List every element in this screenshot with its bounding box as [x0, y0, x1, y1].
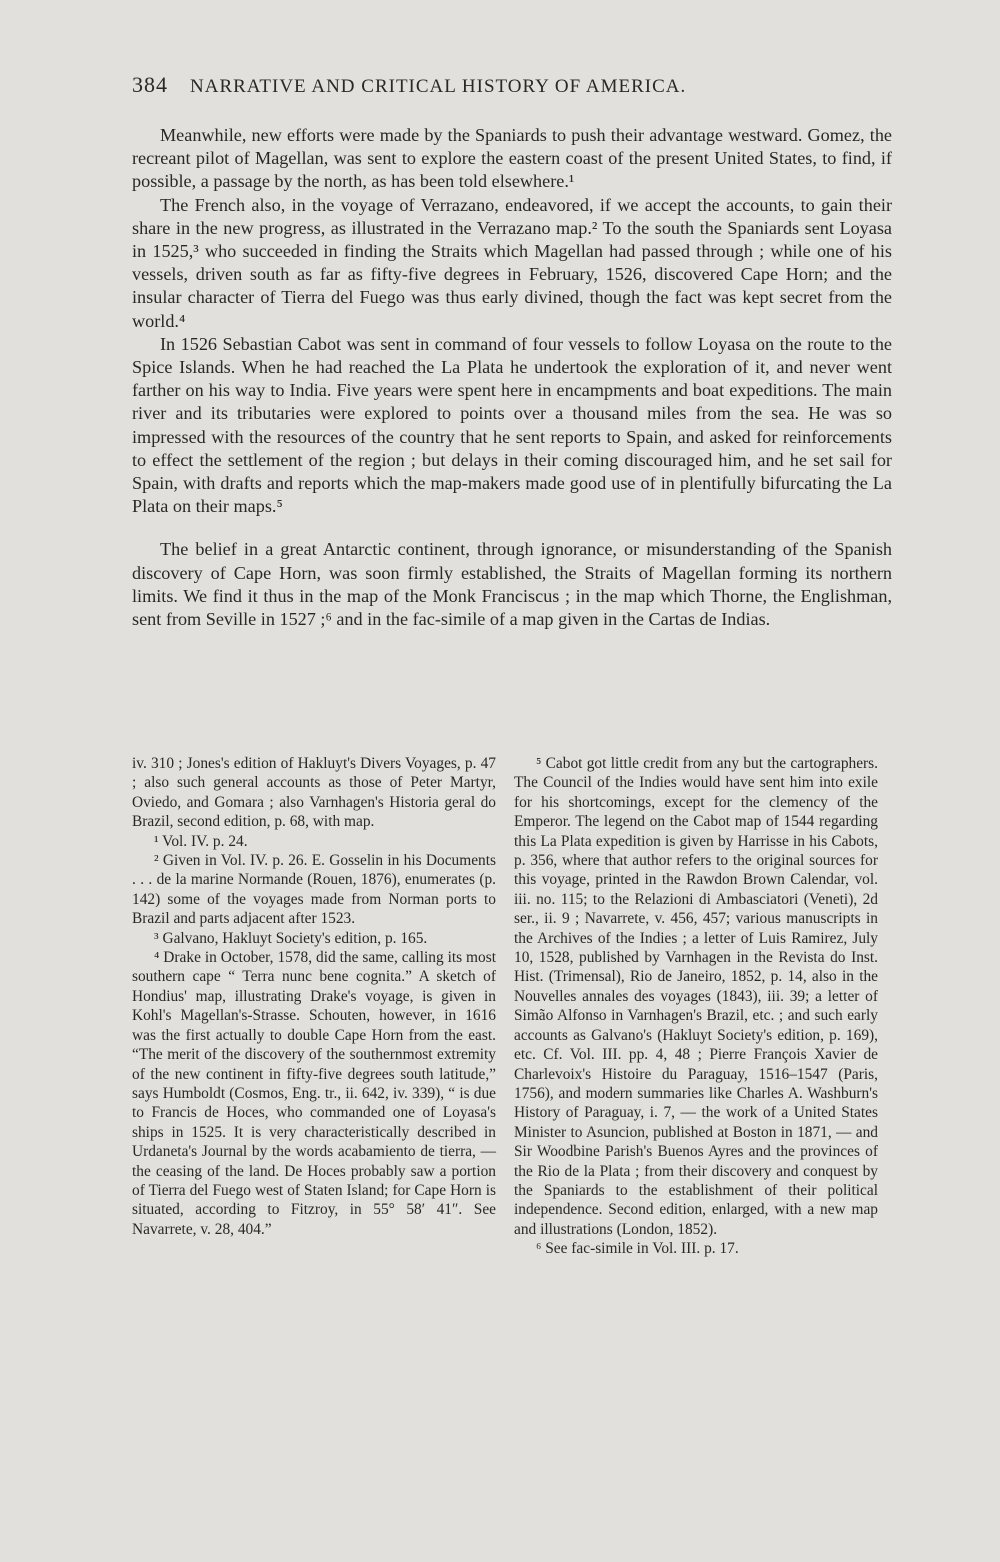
footnote-2: ² Given in Vol. IV. p. 26. E. Gosselin in his Documents . . . de la marine Normande (Rouen, 1876), enumerates (p. 142) some of the voyages made from Norman ports to Brazil and parts adjacent after 1523.	[132, 852, 496, 928]
footnote-1: ¹ Vol. IV. p. 24.	[154, 832, 248, 850]
footnotes-left-column	[132, 754, 496, 1239]
paragraph-1: Meanwhile, new efforts were made by the Spaniards to push their advantage westward. Gomez, the recreant pilot of Magellan, was sent to explore the eastern coast of the present United States, to find, if possible, a passage by the north, as has been told elsewhere.¹	[132, 125, 892, 192]
running-head	[132, 72, 892, 98]
page-number: 384	[132, 72, 168, 97]
footnotes-right-column	[514, 754, 878, 1259]
footnote-5: ⁵ Cabot got little credit from any but the cartographers. The Council of the Indies would have sent him into exile for his shortcomings, except for the clemency of the Emperor. The legend on the Cabot map of 1544 regarding this La Plata expedition is given by Harrisse in his Cabots, p. 356, where that author refers to the original sources for this voyage, printed in the Rawdon Brown Calendar, vol. iii. no. 115; to the Relazioni di Ambasciatori (Veneti), 2d ser., ii. 9 ; Navarrete, v. 456, 457; various manuscripts in the Archives of the Indies ; a letter of Luis Ramirez, July 10, 1528, published by Varnhagen in the Revista do Inst. Hist. (Trimensal), Rio de Janeiro, 1852, p. 14, also in the Nouvelles annales des voyages (1843), iii. 39; a letter of Simão Alfonso in Varnhagen's Brazil, etc. ; and such early accounts as Galvano's (Hakluyt Society's edition, p. 169), etc. Cf. Vol. III. pp. 4, 48 ; Pierre François Xavier de Charlevoix's Histoire du Paraguay, 1516–1547 (Paris, 1756), and modern summaries like Charles A. Washburn's History of Paraguay, i. 7, — the work of a United States Minister to Asuncion, published at Boston in 1871, — and Sir Woodbine Parish's Buenos Ayres and the provinces of the Rio de la Plata ; from their discovery and conquest by the Spaniards to the establishment of their political independence. Second edition, enlarged, with a new map and illustrations (London, 1852).	[514, 755, 878, 1238]
footnote-4: ⁴ Drake in October, 1578, did the same, calling its most southern cape “ Terra nunc bene cognita.” A sketch of Hondius' map, illustrating Drake's voyage, is given in Kohl's Magellan's-Strasse. Schouten, however, in 1616 was the first actually to double Cape Horn from the east. “The merit of the discovery of the southernmost extremity of the new continent in fifty-five degrees south latitude,” says Humboldt (Cosmos, Eng. tr., ii. 642, iv. 339), “ is due to Francis de Hoces, who commanded one of Loyasa's ships in 1525. It is very characteristically described in Urdaneta's Journal by the words acabamiento de tierra, — the ceasing of the land. De Hoces probably saw a portion of Tierra del Fuego west of Staten Island; for Cape Horn is situated, according to Fitzroy, in 55° 58′ 41″. See Navarrete, v. 28, 404.”	[132, 949, 496, 1238]
footnote-continuation: iv. 310 ; Jones's edition of Hakluyt's Divers Voyages, p. 47 ; also such general accounts as those of Peter Martyr, Oviedo, and Gomara ; also Varnhagen's Historia geral do Brazil, second edition, p. 68, with map.	[132, 755, 496, 831]
main-text	[132, 124, 892, 631]
running-title: NARRATIVE AND CRITICAL HISTORY OF AMERICA.	[190, 76, 687, 97]
paragraph-4: The belief in a great Antarctic continent, through ignorance, or misunderstanding of the Spanish discovery of Cape Horn, was soon firmly established, the Straits of Magellan forming its northern limits. We find it thus in the map of the Monk Franciscus ; in the map which Thorne, the Englishman, sent from Seville in 1527 ;⁶ and in the fac-simile of a map given in the Cartas de Indias.	[132, 539, 892, 630]
footnote-6: ⁶ See fac-simile in Vol. III. p. 17.	[536, 1240, 739, 1258]
paragraph-3: In 1526 Sebastian Cabot was sent in command of four vessels to follow Loyasa on the route to the Spice Islands. When he had reached the La Plata he undertook the exploration of it, and never went farther on his way to India. Five years were spent here in encampments and boat expeditions. The main river and its tributaries were explored to points over a thousand miles from the sea. He was so impressed with the resources of the country that he sent reports to Spain, and asked for reinforcements to effect the settlement of the region ; but delays in their coming discouraged him, and he set sail for Spain, with drafts and reports which the map-makers made good use of in plentifully bifurcating the La Plata on their maps.⁵	[132, 333, 892, 517]
paragraph-2: The French also, in the voyage of Verrazano, endeavored, if we accept the accounts, to gain their share in the new progress, as illustrated in the Verrazano map.² To the south the Spaniards sent Loyasa in 1525,³ who succeeded in finding the Straits which Magellan had passed through ; while one of his vessels, driven south as far as fifty-five degrees in February, 1526, discovered Cape Horn; and the insular character of Tierra del Fuego was thus early divined, though the fact was kept secret from the world.⁴	[132, 194, 892, 331]
footnote-3: ³ Galvano, Hakluyt Society's edition, p. 165.	[154, 929, 428, 947]
